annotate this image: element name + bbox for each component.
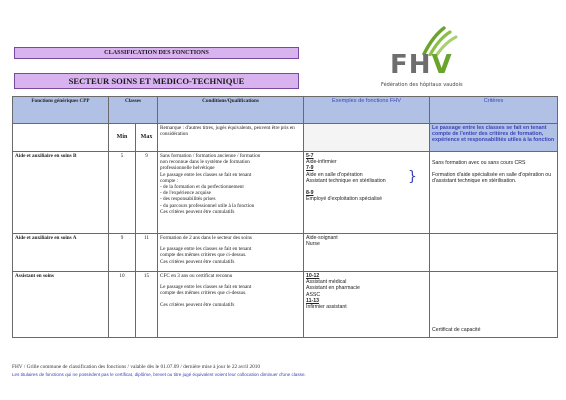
row-fonction: Aide et auxiliaire en soins B: [13, 152, 109, 234]
exemple-level: 8-9: [306, 190, 314, 197]
header-fonctions: Fonctions génériques CPP: [13, 97, 109, 124]
subheader-empty: [13, 124, 109, 152]
section-title: SECTEUR SOINS ET MEDICO-TECHNIQUE: [14, 73, 299, 89]
subheader-exemples-empty: [304, 124, 430, 152]
exemple-item: Aide en salle d'opération: [306, 171, 363, 178]
condition-line: Le passage entre les classes se fait en tenant: [160, 171, 252, 178]
row-exemples: [304, 234, 430, 272]
header-exemples: Exemples de fonctions FHV: [304, 97, 430, 124]
critere-line: Sans formation avec ou sans cours CRS: [432, 160, 526, 166]
row-exemples: [304, 152, 430, 234]
condition-line: - de la formation et du perfectionnement: [160, 184, 244, 191]
logo-letter-v: V: [431, 50, 453, 80]
exemple-item: Assistant technique en stérilisation: [306, 177, 386, 184]
classification-table: [12, 96, 558, 338]
condition-line: - de l'expérience acquise: [160, 190, 211, 197]
condition-line: professionnelle helvétique: [160, 165, 215, 172]
fhv-logo: [381, 24, 484, 96]
footer-validity: FHV / Grille commune de classification des fonctions / valable dès le 01.07.09 / dernière mise à jour le 22 avril 2010: [12, 364, 261, 370]
condition-line: compte :: [160, 177, 179, 184]
exemple-item: Aide-infirmier: [306, 159, 337, 166]
exemple-level: 5-7: [306, 153, 314, 159]
row-max: 9: [136, 152, 158, 234]
condition-line: - du parcours professionnel utile à la fonction: [160, 202, 255, 209]
row-min: 9: [109, 234, 136, 272]
logo-letters: [390, 52, 453, 78]
row-min: 5: [109, 152, 136, 234]
brace-icon: }: [408, 169, 417, 185]
subheader-max: Max: [136, 124, 158, 152]
subheader-remarque: Remarque : d'autres titres, jugés équivalents, peuvent être pris en considération: [158, 124, 304, 152]
subheader-min: Min: [109, 124, 136, 152]
classification-title: CLASSIFICATION DES FONCTIONS: [14, 47, 299, 59]
critere-line: Certificat de capacité: [432, 326, 481, 333]
exemple-item: Assistant médical: [306, 279, 347, 286]
condition-line: Formation de 2 ans dans le secteur des soins: [160, 235, 252, 241]
condition-line: non reconnue dans le système de formation: [160, 159, 250, 166]
header-conditions: Conditions/Qualifications: [158, 97, 304, 124]
exemple-level: 7-9: [306, 165, 314, 172]
row-max: 15: [136, 272, 158, 338]
footer-note: Les titulaires de fonctions qui ne possèdent pas le certificat, diplôme, brevet ou titre jugé équivalent voient leur collocation diminuer d'une classe.: [12, 372, 306, 377]
exemple-item: Infirmier assistant: [306, 304, 347, 311]
exemple-item: Assistant en pharmacie: [306, 285, 360, 292]
header-classes: Classes: [109, 97, 158, 124]
critere-line: Formation d'aide spécialisée en salle d'opération ou d'assistant technique en stérilisation.: [432, 172, 552, 185]
condition-line: Sans formation / formation ancienne / formation: [160, 153, 261, 159]
row-criteres: [430, 272, 558, 338]
table-header-row: [13, 97, 558, 124]
logo-letters-fh: FH: [390, 50, 432, 80]
exemple-item: ASSC: [306, 291, 321, 298]
condition-line: Ces critères peuvent être cumulatifs: [160, 301, 235, 308]
subheader-criteres-note: Le passage entre les classes se fait en tenant compte de l'entier des critères de formation, expérience et responsabilités utiles à la fonction: [430, 124, 558, 152]
exemple-item: Aide-soignant: [306, 235, 338, 241]
table-subheader-row: [13, 124, 558, 152]
header-criteres: Critères: [430, 97, 558, 124]
exemple-item: Nurse: [306, 241, 320, 248]
row-conditions: [158, 272, 304, 338]
table-row: [13, 152, 558, 234]
table-row: [13, 272, 558, 338]
condition-line: compte des mêmes critères que ci-dessus.: [160, 252, 247, 259]
row-max: 11: [136, 234, 158, 272]
condition-line: Ces critères peuvent être cumulatifs: [160, 208, 235, 215]
exemple-level: 10-12: [306, 273, 320, 279]
row-conditions: [158, 152, 304, 234]
row-exemples: [304, 272, 430, 338]
federation-name: Fédération des hôpitaux vaudois: [381, 82, 463, 88]
exemple-item: Employé d'exploitation spécialisé: [306, 196, 382, 203]
row-criteres: [430, 152, 558, 234]
exemple-level: 11-13: [306, 297, 319, 304]
condition-line: CFC en 3 ans ou certificat reconnu: [160, 273, 233, 279]
table-row: [13, 234, 558, 272]
condition-line: Ces critères peuvent être cumulatifs: [160, 258, 235, 265]
row-conditions: [158, 234, 304, 272]
condition-line: Le passage entre les classes se fait en tenant: [160, 246, 252, 253]
condition-line: compte des mêmes critères que ci-dessus.: [160, 290, 247, 297]
row-min: 10: [109, 272, 136, 338]
row-fonction: Aide et auxiliaire en soins A: [13, 234, 109, 272]
row-criteres: [430, 234, 558, 272]
row-fonction: Assistant en soins: [13, 272, 109, 338]
condition-line: Le passage entre les classes se fait en tenant: [160, 284, 252, 291]
condition-line: - des responsabilités prises: [160, 196, 216, 203]
